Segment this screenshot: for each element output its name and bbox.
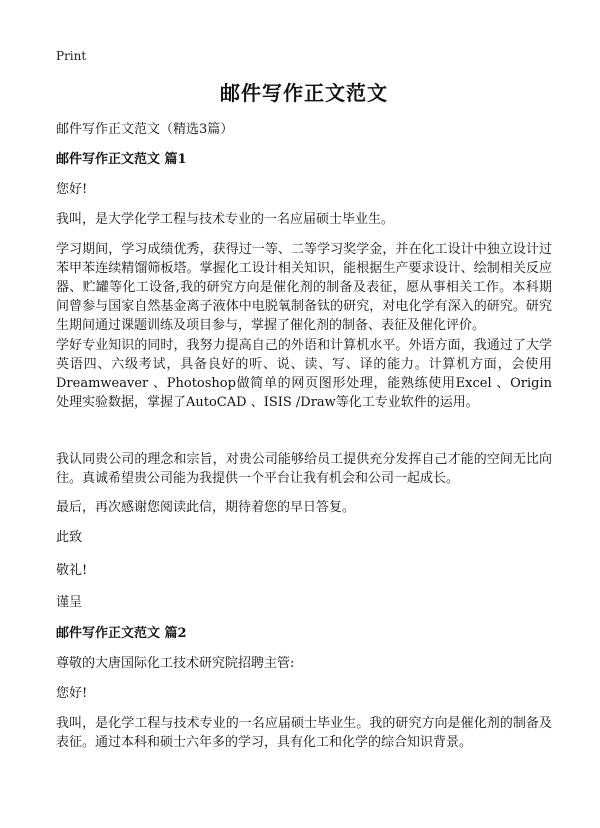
closing-regards: [56, 561, 552, 580]
print-link[interactable]: Print: [56, 49, 87, 63]
document-subtitle: 邮件写作正文范文（精选3篇）: [56, 122, 234, 137]
paragraph-text: 我叫，是化学工程与技术专业的一名应届硕士毕业生。我的研究方向是催化剂的制备及表征。通过本科和硕士六年多的学习，具有化工和化学的综合知识背景。: [56, 716, 552, 750]
section2-recipient: [56, 654, 552, 673]
paragraph-text: 学好专业知识的同时，我努力提高自己的外语和计算机水平。外语方面，我通过了大学英语四、六级考试，具备良好的听、说、读、写、译的能力。计算机方面，会使用Dreamweaver 、Photoshop做简单的网页图形处理，能熟练使用Excel 、Origin 处理实验数据，掌握了AutoCAD 、ISIS /Draw等化工专业软件的运用。: [56, 338, 552, 410]
document-title: 邮件写作正文范文: [220, 81, 388, 105]
section1-heading: 邮件写作正文范文 篇1: [56, 152, 187, 167]
closing-salutation: [56, 528, 552, 547]
paragraph-text: 我认同贵公司的理念和宗旨，对贵公司能够给员工提供充分发挥自己才能的空间无比向往。真诚希望贵公司能为我提供一个平台让我有机会和公司一起成长。: [56, 452, 552, 486]
section1-paragraph-4: [56, 450, 552, 488]
paragraph-text: 学习期间，学习成绩优秀，获得过一等、二等学习奖学金，并在化工设计中独立设计过苯甲苯连续精馏筛板塔。掌握化工设计相关知识，能根据生产要求设计、绘制相关反应器、贮罐等化工设备,我的研究方向是催化剂的制备及表征，愿从事相关工作。本科期间曾参与国家自然基金离子液体中电脱氧制备钛的研究，对电化学有深入的研究。研究生期间通过课题训练及项目参与，掌握了催化剂的制备、表征及催化评价。: [56, 242, 552, 333]
closing-submitted: [56, 593, 552, 612]
section2-paragraph-1: [56, 714, 552, 752]
paragraph-text: 我叫，是大学化学工程与技术专业的一名应届硕士毕业生。: [56, 212, 395, 227]
section2-greeting: [56, 684, 552, 703]
recipient-text: 尊敬的大唐国际化工技术研究院招聘主管:: [56, 656, 295, 671]
closing-text: 谨呈: [56, 595, 83, 610]
section1-paragraph-3: [56, 336, 552, 412]
closing-text: 敬礼!: [56, 563, 88, 578]
section1-greeting: [56, 180, 552, 199]
section1-paragraph-2: [56, 240, 552, 335]
section1-paragraph-5: [56, 498, 552, 517]
greeting-text: 您好!: [56, 182, 88, 197]
paragraph-text: 最后，再次感谢您阅读此信，期待着您的早日答复。: [56, 500, 356, 515]
section1-paragraph-1: [56, 210, 552, 229]
section2-heading: 邮件写作正文范文 篇2: [56, 626, 187, 641]
closing-text: 此致: [56, 530, 83, 545]
greeting-text: 您好!: [56, 686, 88, 701]
